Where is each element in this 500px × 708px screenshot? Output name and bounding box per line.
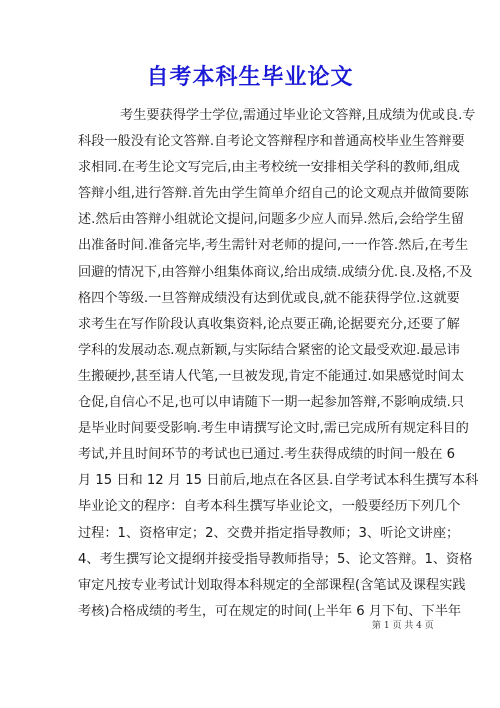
body-text — [78, 103, 479, 625]
body-line: 考生要获得学士学位,需通过毕业论文答辩,且成绩为优或良.专 — [120, 108, 476, 123]
body-line: 学科的发展动态.观点新颖,与实际结合紧密的论文最受欢迎.最忌讳 — [78, 342, 460, 358]
page-number-footer: 第 1 页 共 4 页 — [372, 621, 434, 631]
body-line: 述.然后由答辩小组就论文提问,问题多少应人而异.然后,会给学生留 — [78, 212, 465, 228]
body-line: 月 15 日和 12 月 15 日前后,地点在各区县.自学考试本科生撰写本科 — [78, 473, 479, 489]
body-line: 格四个等级.一旦答辩成绩没有达到优或良,就不能获得学位.这就要 — [78, 290, 460, 306]
body-line: 考核)合格成绩的考生，可在规定的时间(上半年 6 月下旬、下半年 — [78, 603, 462, 619]
body-line: 4、考生撰写论文提纲并接受指导教师指导；5、论文答辩。1、资格 — [78, 551, 473, 567]
body-line: 是毕业时间要受影响.考生申请撰写论文时,需已完成所有规定科目的 — [78, 421, 469, 437]
body-line: 审定凡按专业考试计划取得本科规定的全部课程(含笔试及课程实践 — [78, 577, 466, 593]
body-line: 毕业论文的程序：自考本科生撰写毕业论文，一般要经历下列几个 — [78, 499, 461, 515]
body-line: 回避的情况下,由答辩小组集体商议,给出成绩.成绩分优.良.及格,不及 — [78, 264, 473, 280]
body-line: 科段一般没有论文答辩.自考论文答辩程序和普通高校毕业生答辩要 — [78, 134, 465, 150]
body-line: 过程：1、资格审定；2、交费并指定指导教师；3、听论文讲座； — [78, 525, 460, 541]
body-line: 仓促,自信心不足,也可以申请随下一期一起参加答辩,不影响成绩.只 — [78, 395, 465, 411]
document-title: 自考本科生毕业论文 — [146, 65, 354, 90]
body-line: 求相同.在考生论文写完后,由主考校统一安排相关学科的教师,组成 — [78, 160, 460, 176]
body-line: 答辩小组,进行答辩.首先由学生简单介绍自己的论文观点并做简要陈 — [78, 186, 469, 202]
body-line: 求考生在写作阶段认真收集资料,论点要正确,论据要充分,还要了解 — [78, 316, 460, 332]
body-line: 出准备时间.准备完毕,考生需针对老师的提问,一一作答.然后,在考生 — [78, 238, 469, 254]
body-line: 考试,并且时间环节的考试也已通过.考生获得成绩的时间一般在 6 — [78, 447, 456, 463]
body-line: 生搬硬抄,甚至请人代笔,一旦被发现,肯定不能通过.如果感觉时间太 — [78, 368, 465, 384]
